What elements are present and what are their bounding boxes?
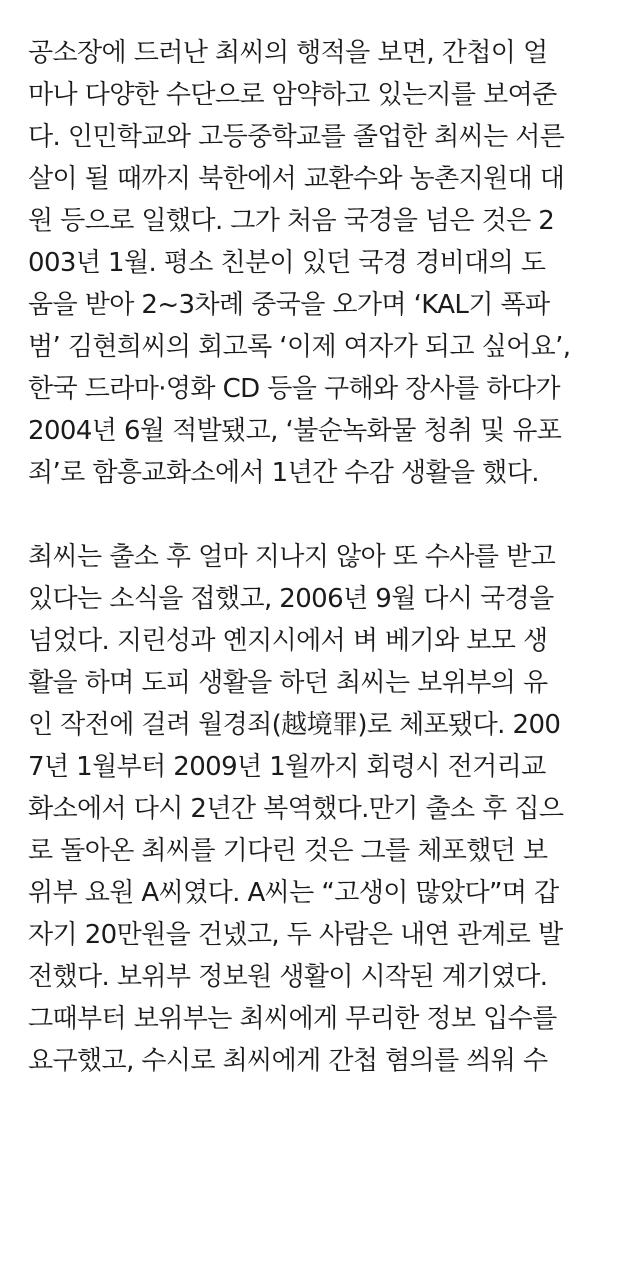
text-line: 자기 20만원을 건넸고, 두 사람은 내연 관계로 발 <box>28 920 563 950</box>
text-line: 2004년 6월 적발됐고, ‘불순녹화물 청취 및 유포 <box>28 416 562 446</box>
article-body <box>28 32 618 1082</box>
text-line: 한국 드라마·영화 CD 등을 구해와 장사를 하다가 <box>28 374 560 404</box>
text-line: 움을 받아 2~3차례 중국을 오가며 ‘KAL기 폭파 <box>28 290 550 320</box>
text-line: 다. 인민학교와 고등중학교를 졸업한 최씨는 서른 <box>28 122 565 152</box>
text-line: 요구했고, 수시로 최씨에게 간첩 혐의를 씌워 수 <box>28 1046 548 1076</box>
paragraph-spacer <box>28 494 618 536</box>
text-line: 최씨는 출소 후 얼마 지나지 않아 또 수사를 받고 <box>28 542 556 572</box>
text-line: 넘었다. 지린성과 옌지시에서 벼 베기와 보모 생 <box>28 626 548 656</box>
text-line: 로 돌아온 최씨를 기다린 것은 그를 체포했던 보 <box>28 836 548 866</box>
text-line: 살이 될 때까지 북한에서 교환수와 농촌지원대 대 <box>28 164 565 194</box>
text-line: 범’ 김현희씨의 회고록 ‘이제 여자가 되고 싶어요’, <box>28 332 571 362</box>
text-line: 마나 다양한 수단으로 암약하고 있는지를 보여준 <box>28 80 557 110</box>
text-line: 화소에서 다시 2년간 복역했다.만기 출소 후 집으 <box>28 794 564 824</box>
text-line: 있다는 소식을 접했고, 2006년 9월 다시 국경을 <box>28 584 554 614</box>
text-line: 원 등으로 일했다. 그가 처음 국경을 넘은 것은 2 <box>28 206 555 236</box>
text-line: 위부 요원 A씨였다. A씨는 “고생이 많았다”며 갑 <box>28 878 559 908</box>
text-line: 활을 하며 도피 생활을 하던 최씨는 보위부의 유 <box>28 668 548 698</box>
paragraph-2 <box>28 536 618 1082</box>
paragraph-1 <box>28 32 618 494</box>
text-line: 7년 1월부터 2009년 1월까지 회령시 전거리교 <box>28 752 546 782</box>
text-line: 003년 1월. 평소 친분이 있던 국경 경비대의 도 <box>28 248 546 278</box>
text-line: 공소장에 드러난 최씨의 행적을 보면, 간첩이 얼 <box>28 38 548 68</box>
text-line: 죄’로 함흥교화소에서 1년간 수감 생활을 했다. <box>28 458 539 488</box>
text-line: 인 작전에 걸려 월경죄(越境罪)로 체포됐다. 200 <box>28 710 561 740</box>
text-line: 그때부터 보위부는 최씨에게 무리한 정보 입수를 <box>28 1004 557 1034</box>
text-line: 전했다. 보위부 정보원 생활이 시작된 계기였다. <box>28 962 548 992</box>
